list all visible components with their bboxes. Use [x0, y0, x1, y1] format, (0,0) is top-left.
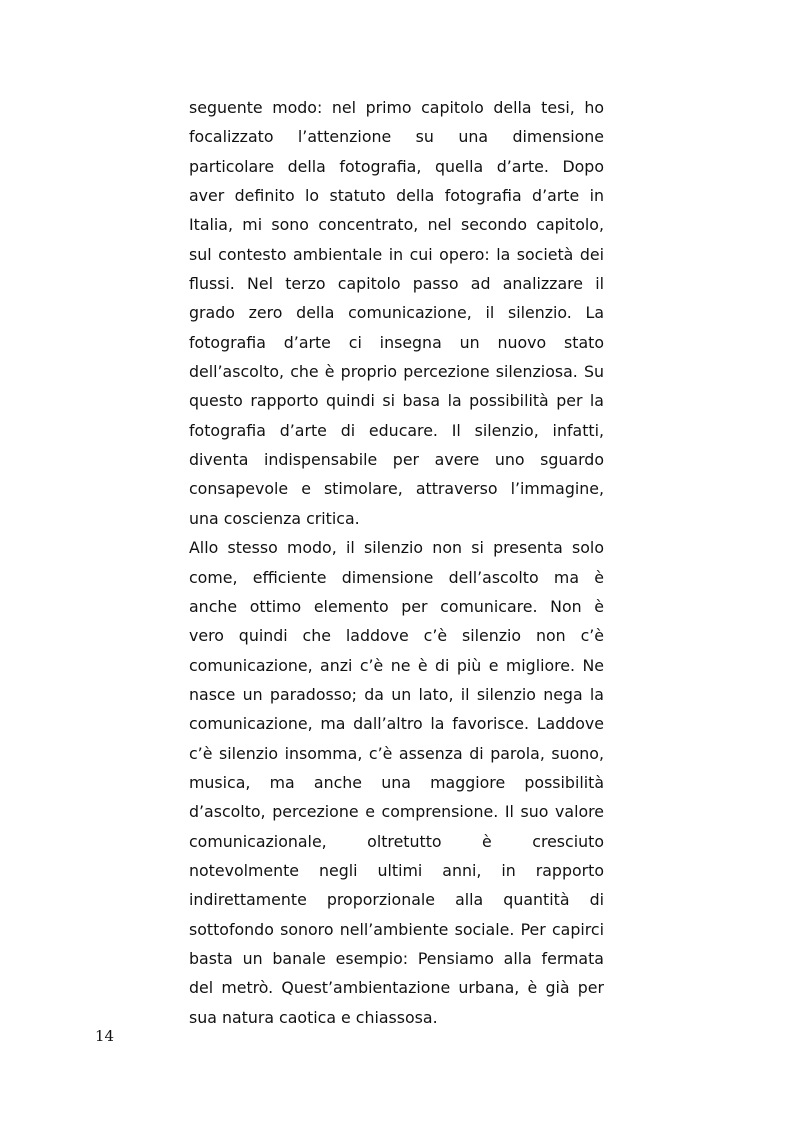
- body-text: [189, 93, 604, 1032]
- text-line: del metrò. Quest’ambientazione urbana, è già per: [189, 978, 604, 998]
- text-line: musica, ma anche una maggiore possibilità: [189, 772, 604, 792]
- text-line: c’è silenzio insomma, c’è assenza di parola, suono,: [189, 743, 604, 763]
- text-line: una coscienza critica.: [189, 508, 360, 528]
- text-line: come, efficiente dimensione dell’ascolto ma è: [189, 567, 604, 587]
- text-line: fotografia d’arte ci insegna un nuovo stato: [189, 332, 604, 352]
- text-line: seguente modo: nel primo capitolo della tesi, ho: [189, 98, 604, 117]
- text-line: diventa indispensabile per avere uno sguardo: [189, 450, 604, 470]
- text-line: comunicazione, anzi c’è ne è di più e migliore. Ne: [189, 655, 604, 675]
- text-line: focalizzato l’attenzione su una dimensione: [189, 127, 604, 147]
- text-line: Allo stesso modo, il silenzio non si presenta solo: [189, 538, 604, 558]
- text-line: vero quindi che laddove c’è silenzio non c’è: [189, 626, 604, 646]
- text-line: comunicazione, ma dall’altro la favorisce. Laddove: [189, 714, 604, 734]
- text-line: questo rapporto quindi si basa la possibilità per la: [189, 391, 604, 411]
- text-line: consapevole e stimolare, attraverso l’immagine,: [189, 479, 604, 499]
- text-line: basta un banale esempio: Pensiamo alla fermata: [189, 948, 604, 968]
- text-line: indirettamente proporzionale alla quantità di: [189, 890, 604, 910]
- text-line: notevolmente negli ultimi anni, in rapporto: [189, 860, 604, 880]
- text-line: sul contesto ambientale in cui opero: la società dei: [189, 244, 604, 264]
- text-line: d’ascolto, percezione e comprensione. Il suo valore: [189, 802, 604, 822]
- text-line: dell’ascolto, che è proprio percezione silenziosa. Su: [189, 362, 604, 382]
- text-line: flussi. Nel terzo capitolo passo ad analizzare il: [189, 274, 604, 294]
- text-line: nasce un paradosso; da un lato, il silenzio nega la: [189, 684, 604, 704]
- text-line: sottofondo sonoro nell’ambiente sociale. Per capirci: [189, 919, 604, 939]
- text-line: comunicazionale, oltretutto è cresciuto: [189, 831, 604, 851]
- text-line: particolare della fotografia, quella d’arte. Dopo: [189, 156, 604, 176]
- text-line: anche ottimo elemento per comunicare. Non è: [189, 596, 604, 616]
- page-number: 14: [95, 1027, 115, 1045]
- paragraph-1: [189, 93, 604, 533]
- paragraph-2: [189, 533, 604, 1032]
- text-line: aver definito lo statuto della fotografia d’arte in: [189, 186, 604, 206]
- text-line: grado zero della comunicazione, il silenzio. La: [189, 303, 604, 323]
- text-line: sua natura caotica e chiassosa.: [189, 1007, 438, 1027]
- text-line: Italia, mi sono concentrato, nel secondo capitolo,: [189, 215, 604, 235]
- text-line: fotografia d’arte di educare. Il silenzio, infatti,: [189, 420, 604, 440]
